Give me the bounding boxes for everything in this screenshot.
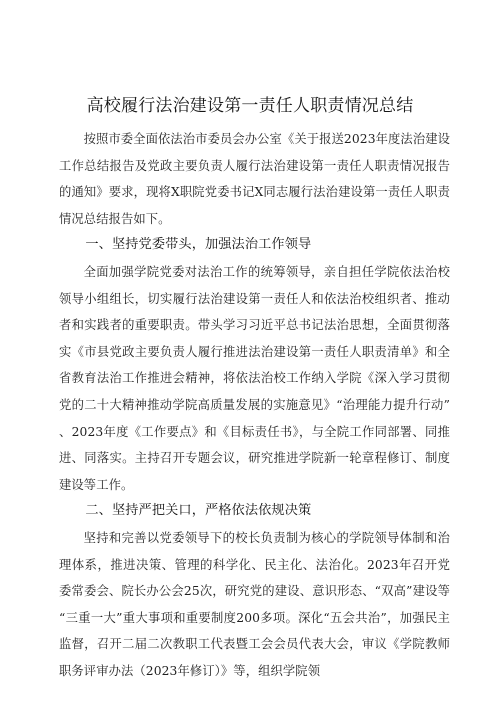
document-body [59,126,450,684]
section-paragraph-2: 坚持和完善以党委领导下的校长负责制为核心的学院领导体制和治理体系，推进决策、管理的科学化、民主化、法治化。2023年召开党委常委会、院长办公会25次，研究党的建设、意识形态、“双高”建设等“三重一大”重大事项和重要制度200多项。深化“五会共治”，加强民主监督，召开二届二次教职工代表暨工会会员代表大会，审议《学院教师职务评审办法（2023年修订）》等，组织学院领 [59,530,450,678]
document-title: 高校履行法治建设第一责任人职责情况总结 [86,96,414,116]
section-heading-2: 二、坚持严把关口，严格依法依规决策 [85,503,312,519]
intro-paragraph: 按照市委全面依法治市委员会办公室《关于报送2023年度法治建设工作总结报告及党政主要负责人履行法治建设第一责任人职责情况报告的通知》要求，现将X职院党委书记X同志履行法治建设第一责任人职责情况总结报告如下。 [59,132,451,226]
section-paragraph-1: 全面加强学院党委对法治工作的统筹领导，亲自担任学院依法治校领导小组组长，切实履行法治建设第一责任人和依法治校组织者、推动者和实践者的重要职责。带头学习习近平总书记法治思想，全面贯彻落实《市县党政主要负责人履行推进法治建设第一责任人职责清单》和全省教育法治工作推进会精神，将依法治校工作纳入学院《深入学习贯彻党的二十大精神推动学院高质量发展的实施意见》“治理能力提升行动”、2023年度《工作要点》和《目标责任书》，与全院工作同部署、同推进、同落实。主持召开专题会议，研究推进学院新一轮章程修订、制度建设等工作。 [59,264,450,492]
section-heading-1: 一、坚持党委带头，加强法治工作领导 [85,237,312,253]
